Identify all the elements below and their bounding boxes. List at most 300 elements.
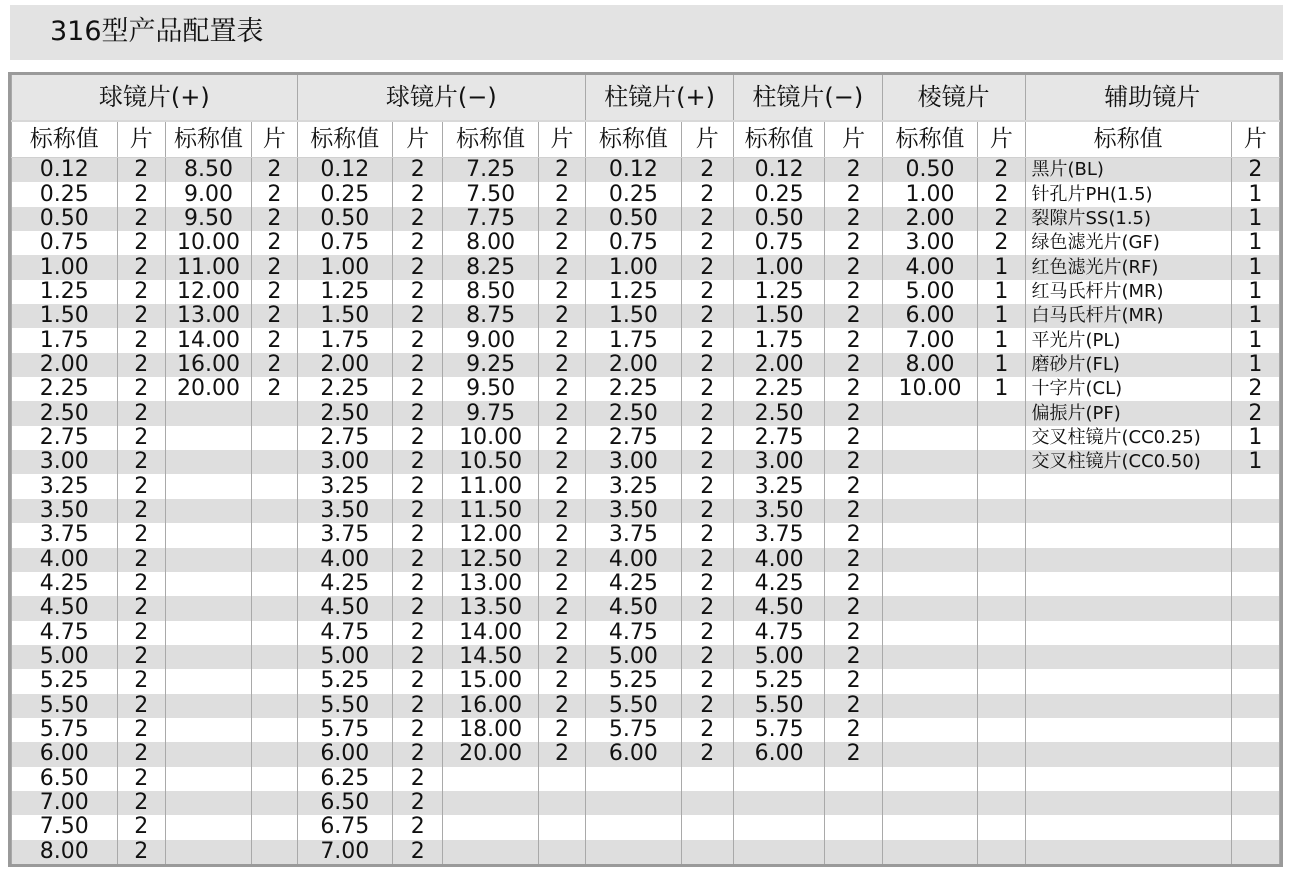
piece-count-cell: 2 [117,474,165,498]
nominal-value-cell: 2.50 [12,401,118,425]
nominal-value-cell: 1.00 [586,255,682,279]
nominal-value-cell: 0.50 [882,158,978,183]
nominal-value-cell: 0.50 [586,207,682,231]
nominal-value-cell [443,791,539,815]
nominal-value-cell: 10.00 [443,426,539,450]
piece-count-cell [978,572,1025,596]
piece-count-cell: 1 [1231,255,1279,279]
nominal-value-cell: 0.12 [733,158,825,183]
piece-count-cell: 2 [393,353,443,377]
nominal-value-cell [882,791,978,815]
piece-count-cell: 1 [1231,182,1279,206]
nominal-value-cell: 4.00 [882,255,978,279]
nominal-value-cell: 5.75 [297,718,393,742]
nominal-value-cell: 3.00 [12,450,118,474]
piece-count-cell: 2 [1231,158,1279,183]
group-header-sphere-minus: 球镜片(−) [297,75,586,121]
piece-count-cell: 2 [393,742,443,766]
piece-count-cell: 2 [681,621,733,645]
piece-count-cell: 2 [117,523,165,547]
piece-count-cell: 2 [117,255,165,279]
nominal-value-cell: 10.00 [882,377,978,401]
nominal-value-cell [882,694,978,718]
nominal-value-cell: 14.00 [443,621,539,645]
table-row [12,401,1280,425]
piece-count-cell: 1 [978,328,1025,352]
nominal-value-cell: 7.00 [882,328,978,352]
piece-count-cell [1231,572,1279,596]
nominal-value-cell: 13.00 [443,572,539,596]
nominal-value-cell: 0.75 [297,231,393,255]
nominal-value-cell: 9.25 [443,353,539,377]
piece-count-cell: 2 [978,158,1025,183]
nominal-value-cell: 0.50 [733,207,825,231]
aux-lens-name-cell [1025,718,1231,742]
nominal-value-cell [882,767,978,791]
piece-count-cell: 2 [538,280,585,304]
nominal-value-cell: 9.50 [165,207,251,231]
nominal-value-cell: 9.50 [443,377,539,401]
piece-count-cell: 2 [393,231,443,255]
nominal-value-cell [586,767,682,791]
table-row [12,669,1280,693]
piece-count-cell: 2 [252,377,297,401]
nominal-value-cell: 4.25 [586,572,682,596]
aux-lens-name-cell [1025,572,1231,596]
nominal-value-cell [586,791,682,815]
piece-count-cell: 2 [538,304,585,328]
piece-count-cell: 1 [978,255,1025,279]
piece-count-cell: 2 [825,377,882,401]
piece-count-cell: 1 [978,304,1025,328]
nominal-value-cell [165,596,251,620]
nominal-value-cell: 2.25 [12,377,118,401]
piece-count-cell: 2 [681,645,733,669]
nominal-value-cell [586,840,682,864]
nominal-value-cell: 1.50 [733,304,825,328]
piece-count-cell: 2 [117,499,165,523]
piece-count-cell: 2 [393,207,443,231]
piece-count-cell: 2 [252,353,297,377]
piece-count-cell: 2 [825,596,882,620]
group-header-cyl-plus: 柱镜片(+) [586,75,734,121]
piece-count-cell [978,694,1025,718]
nominal-value-cell: 6.25 [297,767,393,791]
piece-count-cell [825,815,882,839]
nominal-value-cell: 0.50 [12,207,118,231]
aux-lens-name-cell: 交叉柱镜片(CC0.50) [1025,450,1231,474]
piece-count-cell [538,791,585,815]
nominal-value-cell: 5.75 [12,718,118,742]
group-header-auxiliary: 辅助镜片 [1025,75,1280,121]
nominal-value-cell: 6.00 [586,742,682,766]
piece-count-cell: 2 [681,474,733,498]
nominal-value-cell: 7.25 [443,158,539,183]
nominal-value-cell: 5.50 [12,694,118,718]
nominal-value-cell: 10.50 [443,450,539,474]
table-row [12,426,1280,450]
piece-count-cell: 2 [393,815,443,839]
piece-count-cell [1231,669,1279,693]
nominal-value-cell: 6.75 [297,815,393,839]
piece-count-cell: 2 [252,207,297,231]
nominal-value-cell: 4.75 [586,621,682,645]
piece-count-cell: 2 [117,426,165,450]
nominal-value-cell: 8.50 [165,158,251,183]
col-header-piece: 片 [538,121,585,158]
col-header-piece: 片 [825,121,882,158]
nominal-value-cell: 1.00 [12,255,118,279]
piece-count-cell: 2 [393,791,443,815]
table-row [12,742,1280,766]
piece-count-cell [978,718,1025,742]
piece-count-cell: 2 [825,207,882,231]
nominal-value-cell: 4.50 [12,596,118,620]
nominal-value-cell: 9.00 [443,328,539,352]
piece-count-cell: 1 [1231,207,1279,231]
nominal-value-cell: 2.50 [297,401,393,425]
piece-count-cell [252,621,297,645]
piece-count-cell [978,499,1025,523]
nominal-value-cell: 4.25 [297,572,393,596]
piece-count-cell: 2 [393,523,443,547]
nominal-value-cell: 8.25 [443,255,539,279]
nominal-value-cell: 3.25 [12,474,118,498]
nominal-value-cell [165,742,251,766]
aux-lens-name-cell [1025,621,1231,645]
col-header-nominal: 标称值 [733,121,825,158]
piece-count-cell: 2 [117,353,165,377]
nominal-value-cell: 4.75 [12,621,118,645]
piece-count-cell: 2 [978,231,1025,255]
nominal-value-cell: 1.75 [733,328,825,352]
col-header-nominal: 标称值 [12,121,118,158]
piece-count-cell: 1 [978,377,1025,401]
table-row [12,353,1280,377]
piece-count-cell: 2 [117,791,165,815]
nominal-value-cell: 5.25 [297,669,393,693]
piece-count-cell: 2 [538,474,585,498]
piece-count-cell: 2 [538,353,585,377]
piece-count-cell [538,767,585,791]
piece-count-cell: 2 [681,572,733,596]
nominal-value-cell: 5.25 [733,669,825,693]
nominal-value-cell: 6.50 [297,791,393,815]
piece-count-cell [252,548,297,572]
piece-count-cell: 2 [825,401,882,425]
piece-count-cell [252,474,297,498]
nominal-value-cell: 4.50 [733,596,825,620]
nominal-value-cell: 4.75 [297,621,393,645]
group-header-cyl-minus: 柱镜片(−) [733,75,882,121]
table-row [12,791,1280,815]
nominal-value-cell [165,499,251,523]
aux-lens-name-cell [1025,669,1231,693]
col-header-nominal: 标称值 [443,121,539,158]
nominal-value-cell: 6.50 [12,767,118,791]
piece-count-cell: 2 [538,742,585,766]
piece-count-cell: 2 [393,304,443,328]
nominal-value-cell: 3.00 [733,450,825,474]
nominal-value-cell [882,523,978,547]
piece-count-cell: 2 [393,596,443,620]
nominal-value-cell [882,742,978,766]
piece-count-cell: 2 [681,499,733,523]
nominal-value-cell: 12.00 [443,523,539,547]
table-row [12,645,1280,669]
piece-count-cell: 2 [681,280,733,304]
aux-lens-name-cell [1025,791,1231,815]
piece-count-cell [252,694,297,718]
piece-count-cell [252,401,297,425]
nominal-value-cell [165,840,251,864]
piece-count-cell: 2 [681,401,733,425]
nominal-value-cell [882,572,978,596]
nominal-value-cell: 11.50 [443,499,539,523]
piece-count-cell: 2 [538,401,585,425]
piece-count-cell [252,499,297,523]
piece-count-cell: 2 [117,450,165,474]
table-row [12,523,1280,547]
nominal-value-cell: 1.00 [882,182,978,206]
piece-count-cell [1231,474,1279,498]
piece-count-cell: 2 [1231,377,1279,401]
piece-count-cell [978,645,1025,669]
piece-count-cell: 2 [393,645,443,669]
nominal-value-cell: 2.25 [297,377,393,401]
piece-count-cell [978,401,1025,425]
nominal-value-cell: 7.75 [443,207,539,231]
table-row [12,474,1280,498]
piece-count-cell: 2 [825,304,882,328]
piece-count-cell: 2 [538,499,585,523]
piece-count-cell [252,742,297,766]
piece-count-cell: 1 [1231,304,1279,328]
piece-count-cell [252,450,297,474]
col-header-nominal: 标称值 [1025,121,1231,158]
piece-count-cell: 2 [393,548,443,572]
nominal-value-cell: 0.12 [586,158,682,183]
aux-lens-name-cell: 绿色滤光片(GF) [1025,231,1231,255]
nominal-value-cell: 0.75 [733,231,825,255]
aux-lens-name-cell: 裂隙片SS(1.5) [1025,207,1231,231]
nominal-value-cell: 2.25 [733,377,825,401]
nominal-value-cell [165,791,251,815]
nominal-value-cell: 4.00 [12,548,118,572]
piece-count-cell [252,572,297,596]
piece-count-cell: 2 [978,182,1025,206]
nominal-value-cell: 15.00 [443,669,539,693]
piece-count-cell: 2 [252,255,297,279]
nominal-value-cell: 8.00 [882,353,978,377]
nominal-value-cell: 3.00 [882,231,978,255]
piece-count-cell: 2 [393,280,443,304]
nominal-value-cell: 3.75 [586,523,682,547]
nominal-value-cell [882,815,978,839]
piece-count-cell [825,840,882,864]
group-header-row [12,75,1280,121]
piece-count-cell: 2 [538,645,585,669]
nominal-value-cell [165,401,251,425]
page-title: 316型产品配置表 [50,16,264,47]
nominal-value-cell [165,767,251,791]
piece-count-cell: 2 [825,426,882,450]
nominal-value-cell: 5.75 [733,718,825,742]
nominal-value-cell: 3.50 [586,499,682,523]
nominal-value-cell: 5.00 [882,280,978,304]
nominal-value-cell [165,669,251,693]
piece-count-cell: 2 [117,231,165,255]
piece-count-cell: 1 [1231,280,1279,304]
nominal-value-cell: 2.00 [297,353,393,377]
nominal-value-cell: 5.25 [586,669,682,693]
nominal-value-cell: 0.25 [297,182,393,206]
nominal-value-cell: 1.25 [586,280,682,304]
nominal-value-cell: 2.75 [733,426,825,450]
nominal-value-cell: 6.00 [12,742,118,766]
nominal-value-cell: 4.25 [12,572,118,596]
table-row [12,694,1280,718]
nominal-value-cell: 9.75 [443,401,539,425]
piece-count-cell: 2 [681,669,733,693]
piece-count-cell: 2 [681,353,733,377]
nominal-value-cell: 5.00 [297,645,393,669]
nominal-value-cell: 3.75 [12,523,118,547]
column-header-row [12,121,1280,158]
col-header-piece: 片 [681,121,733,158]
piece-count-cell: 2 [117,304,165,328]
nominal-value-cell: 0.50 [297,207,393,231]
piece-count-cell: 2 [393,401,443,425]
nominal-value-cell: 2.00 [12,353,118,377]
nominal-value-cell [165,572,251,596]
piece-count-cell: 2 [117,182,165,206]
piece-count-cell: 2 [393,499,443,523]
piece-count-cell: 2 [117,280,165,304]
piece-count-cell: 2 [117,767,165,791]
piece-count-cell [825,791,882,815]
nominal-value-cell: 0.25 [12,182,118,206]
piece-count-cell: 2 [252,304,297,328]
nominal-value-cell: 1.25 [733,280,825,304]
nominal-value-cell: 4.00 [586,548,682,572]
nominal-value-cell [882,450,978,474]
nominal-value-cell [165,645,251,669]
nominal-value-cell: 5.50 [297,694,393,718]
nominal-value-cell: 5.25 [12,669,118,693]
piece-count-cell: 2 [117,401,165,425]
piece-count-cell [681,767,733,791]
nominal-value-cell: 0.25 [586,182,682,206]
piece-count-cell: 2 [393,255,443,279]
nominal-value-cell: 2.50 [586,401,682,425]
col-header-nominal: 标称值 [165,121,251,158]
nominal-value-cell: 2.25 [586,377,682,401]
nominal-value-cell: 2.50 [733,401,825,425]
aux-lens-name-cell [1025,815,1231,839]
piece-count-cell: 2 [393,840,443,864]
piece-count-cell [1231,548,1279,572]
table-row [12,328,1280,352]
piece-count-cell [252,791,297,815]
piece-count-cell: 2 [538,426,585,450]
nominal-value-cell: 7.50 [443,182,539,206]
piece-count-cell [978,450,1025,474]
piece-count-cell: 2 [538,377,585,401]
nominal-value-cell: 10.00 [165,231,251,255]
nominal-value-cell: 5.50 [733,694,825,718]
table-row [12,596,1280,620]
piece-count-cell [1231,815,1279,839]
table-row [12,255,1280,279]
nominal-value-cell: 8.00 [12,840,118,864]
nominal-value-cell: 6.00 [297,742,393,766]
nominal-value-cell: 20.00 [165,377,251,401]
aux-lens-name-cell [1025,523,1231,547]
table-row [12,304,1280,328]
piece-count-cell: 2 [825,450,882,474]
nominal-value-cell: 1.25 [12,280,118,304]
piece-count-cell [1231,718,1279,742]
nominal-value-cell: 3.50 [12,499,118,523]
piece-count-cell: 2 [538,572,585,596]
piece-count-cell: 2 [393,621,443,645]
piece-count-cell [252,815,297,839]
nominal-value-cell: 3.00 [586,450,682,474]
table-row [12,815,1280,839]
piece-count-cell: 2 [117,158,165,183]
nominal-value-cell: 14.00 [165,328,251,352]
piece-count-cell: 2 [825,353,882,377]
piece-count-cell [978,669,1025,693]
nominal-value-cell [165,548,251,572]
nominal-value-cell [165,474,251,498]
table-row [12,499,1280,523]
nominal-value-cell: 0.75 [12,231,118,255]
nominal-value-cell [882,596,978,620]
piece-count-cell: 2 [117,377,165,401]
col-header-piece: 片 [393,121,443,158]
piece-count-cell: 2 [117,669,165,693]
nominal-value-cell [733,791,825,815]
nominal-value-cell: 1.25 [297,280,393,304]
piece-count-cell [978,523,1025,547]
piece-count-cell: 2 [538,255,585,279]
piece-count-cell: 2 [825,158,882,183]
nominal-value-cell [586,815,682,839]
piece-count-cell [978,596,1025,620]
aux-lens-name-cell [1025,840,1231,864]
nominal-value-cell: 16.00 [443,694,539,718]
piece-count-cell: 2 [825,499,882,523]
col-header-nominal: 标称值 [297,121,393,158]
piece-count-cell: 1 [1231,426,1279,450]
table-row [12,207,1280,231]
piece-count-cell: 2 [825,548,882,572]
aux-lens-name-cell: 平光片(PL) [1025,328,1231,352]
nominal-value-cell: 3.50 [297,499,393,523]
nominal-value-cell: 11.00 [443,474,539,498]
piece-count-cell: 2 [252,328,297,352]
nominal-value-cell [733,840,825,864]
nominal-value-cell: 13.00 [165,304,251,328]
nominal-value-cell: 5.00 [733,645,825,669]
nominal-value-cell [165,426,251,450]
nominal-value-cell: 0.12 [12,158,118,183]
aux-lens-name-cell [1025,767,1231,791]
piece-count-cell: 2 [538,182,585,206]
nominal-value-cell: 2.75 [297,426,393,450]
